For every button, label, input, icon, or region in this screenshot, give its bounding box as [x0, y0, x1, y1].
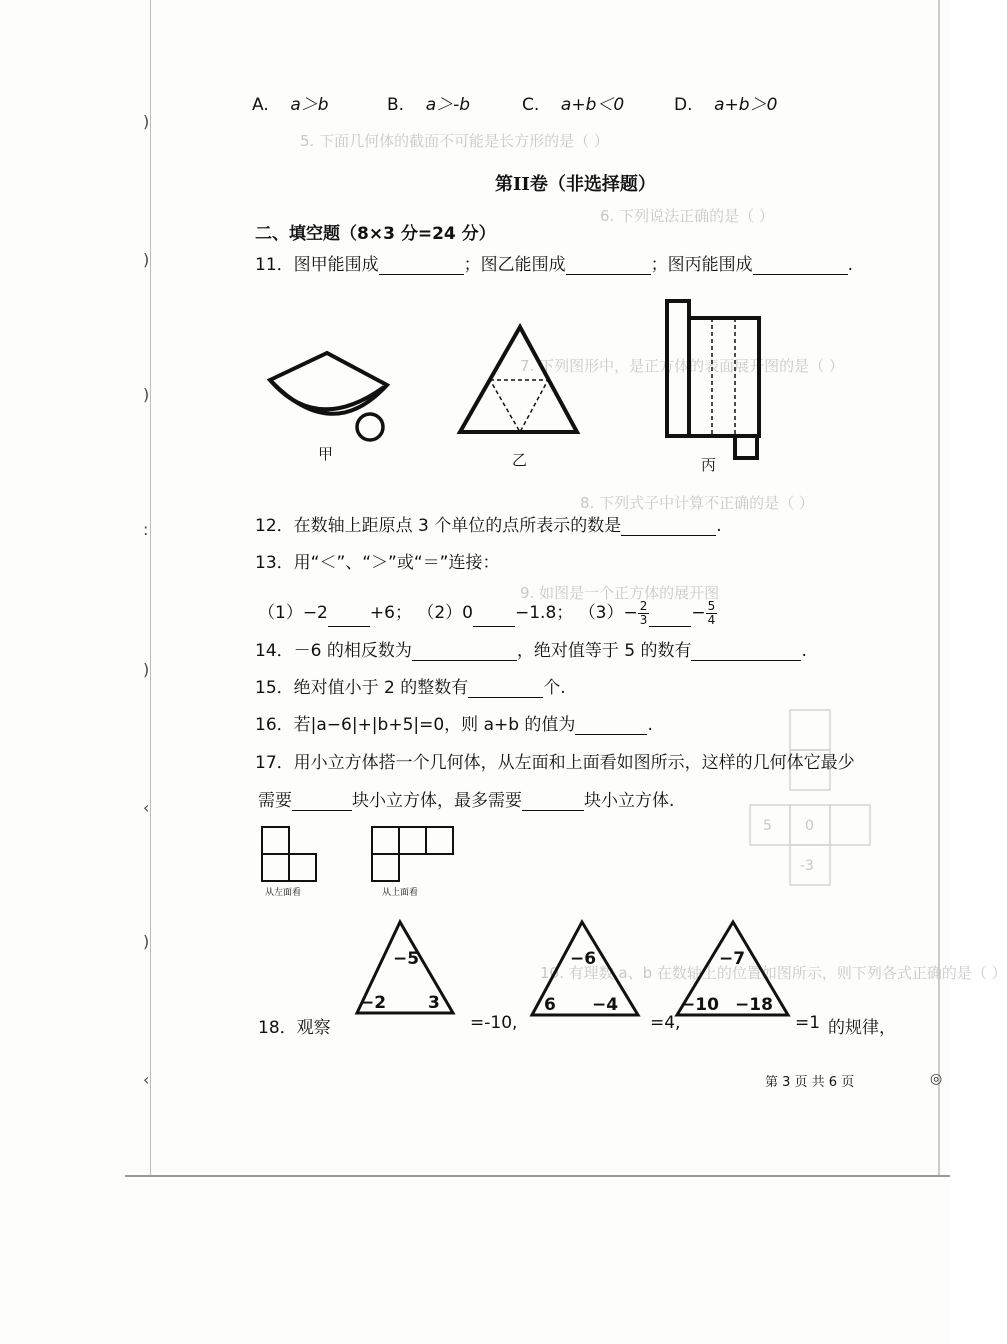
answer-blank[interactable]: [473, 608, 515, 627]
triangle-left-value: −2: [360, 993, 387, 1013]
fraction-denominator: 3: [639, 612, 648, 627]
q15-text: 15．绝对值小于 2 的整数有: [255, 678, 469, 698]
question-14: [255, 636, 807, 661]
view-from-left-figure: [260, 825, 350, 905]
bleed-through-text: 9. 如图是一个正方体的展开图: [520, 584, 720, 602]
q17-text: 块小立方体，最多需要: [352, 791, 522, 811]
figure-yi-triangle-net: [455, 322, 585, 472]
triangle-left-value: −10: [681, 995, 719, 1015]
bleed-through-text: 8. 下列式子中计算不正确的是（ ）: [580, 494, 814, 512]
choice-d-letter: D.: [674, 95, 693, 115]
choice-d: [674, 90, 777, 115]
binding-hole-icon: ◎: [930, 1071, 943, 1087]
question-18-label: 18．观察: [258, 1018, 331, 1038]
question-18-tail: 的规律，: [828, 1018, 896, 1038]
q17-text: 块小立方体.: [584, 791, 675, 811]
ghost-number: 5: [763, 818, 772, 834]
question-18-result-1: =-10,: [470, 1013, 518, 1033]
page-footer: 第 3 页 共 6 页: [765, 1075, 855, 1090]
choice-c-letter: C.: [522, 95, 540, 115]
q11-text: .: [847, 255, 854, 275]
section-title: 第II卷（非选择题）: [495, 174, 656, 195]
choice-b-letter: B.: [387, 95, 405, 115]
question-12: [255, 511, 722, 536]
binding-mark: ): [143, 112, 150, 131]
binding-mark: ‹: [143, 1070, 150, 1089]
question-17-line2: [258, 786, 674, 811]
q16-text: .: [647, 715, 653, 735]
question-16: [255, 710, 653, 735]
q12-text: 12．在数轴上距原点 3 个单位的点所表示的数是: [255, 516, 622, 536]
answer-blank[interactable]: [566, 256, 651, 275]
q13-part-1-tail: +6；: [369, 603, 412, 623]
q13-part-2-tail: −1.8；: [515, 603, 574, 623]
q16-text: 16．若|a−6|+|b+5|=0，则 a+b 的值为: [255, 715, 576, 735]
view-label-left: 从左面看: [265, 888, 302, 898]
bleed-through-text: 5. 下面几何体的截面不可能是长方形的是（ ）: [300, 132, 609, 150]
answer-blank[interactable]: [691, 642, 801, 661]
fraction-numerator: 5: [707, 598, 716, 613]
question-13-parts: [258, 598, 717, 627]
triangle-left-value: 6: [544, 995, 556, 1015]
view-from-top-figure: [370, 825, 470, 905]
answer-blank[interactable]: [468, 679, 543, 698]
bleed-through-text: 10. 有理数 a、b 在数轴上的位置如图所示，则下列各式正确的是（ ）: [540, 964, 1007, 982]
fraction-denominator: 4: [707, 612, 716, 627]
choice-c-expression: a+b＜0: [560, 95, 625, 115]
bleed-through-text: 7. 下列图形中，是正方体的表面展开图的是（ ）: [520, 357, 844, 375]
minus-sign: −: [691, 603, 706, 623]
figure-label-yi: 乙: [512, 451, 528, 469]
ghost-number: 0: [805, 818, 814, 834]
ghost-number: -3: [800, 858, 814, 874]
answer-blank[interactable]: [575, 716, 647, 735]
binding-mark: ): [143, 660, 150, 679]
triangle-right-value: −4: [592, 995, 619, 1015]
triangle-right-value: 3: [428, 993, 440, 1013]
choice-a-letter: A.: [252, 95, 269, 115]
figure-label-bing: 丙: [701, 456, 717, 474]
bleed-through-cube-net: [745, 705, 875, 890]
triangle-right-value: −18: [735, 995, 773, 1015]
figure-label-jia: 甲: [318, 445, 334, 463]
answer-blank[interactable]: [753, 256, 848, 275]
choice-b: [387, 90, 470, 115]
fraction-2-3: [638, 600, 650, 627]
choice-b-expression: a＞-b: [425, 95, 471, 115]
question-18-result-3: =1: [795, 1013, 821, 1033]
q17-text: 需要: [258, 791, 292, 811]
q14-text: .: [801, 641, 807, 661]
q13-part-1: （1）−2: [258, 603, 328, 623]
fraction-5-4: [706, 600, 718, 627]
answer-blank[interactable]: [649, 608, 691, 627]
q13-part-3: （3）−: [578, 603, 638, 623]
view-label-top: 从上面看: [382, 888, 419, 898]
q14-text: ，绝对值等于 5 的数有: [516, 641, 692, 661]
binding-mark: ): [143, 250, 150, 269]
triangle-top-value: −5: [393, 949, 420, 969]
binding-mark: ): [143, 932, 150, 951]
answer-blank[interactable]: [379, 256, 464, 275]
answer-blank[interactable]: [328, 608, 370, 627]
q11-text: ；图丙能围成: [650, 255, 753, 275]
binding-mark: ‹: [143, 798, 150, 817]
question-18-result-2: =4,: [650, 1013, 681, 1033]
question-11: [255, 250, 853, 275]
figure-jia-sector-net: [262, 345, 402, 505]
triangle-3: [675, 920, 790, 1020]
page-right-edge: [938, 0, 940, 1175]
choice-a-expression: a＞b: [290, 95, 329, 115]
question-13: 13．用“＜”、“＞”或“＝”连接：: [255, 553, 500, 573]
binding-mark: ): [143, 385, 150, 404]
binding-margin-line: [150, 0, 151, 1175]
triangle-top-value: −7: [719, 949, 746, 969]
triangle-2: [530, 920, 640, 1020]
answer-blank[interactable]: [292, 792, 352, 811]
choice-d-expression: a+b＞0: [714, 95, 778, 115]
triangle-1: [355, 920, 455, 1020]
triangle-top-value: −6: [570, 949, 597, 969]
answer-blank[interactable]: [412, 642, 517, 661]
part-heading: 二、填空题（8×3 分=24 分）: [255, 224, 496, 244]
q15-text: 个.: [543, 678, 566, 698]
bleed-through-text: 6. 下列说法正确的是（ ）: [600, 207, 774, 225]
figure-bing-prism-net: [665, 298, 775, 478]
binding-mark: :: [143, 520, 149, 539]
page-bottom-line: [125, 1175, 950, 1177]
q11-text: ；图乙能围成: [463, 255, 566, 275]
q14-text: 14．－6 的相反数为: [255, 641, 412, 661]
answer-blank[interactable]: [621, 517, 716, 536]
answer-blank[interactable]: [522, 792, 584, 811]
choice-a: [252, 90, 329, 115]
q13-part-2: （2）0: [417, 603, 473, 623]
question-17: 17．用小立方体搭一个几何体，从左面和上面看如图所示，这样的几何体它最少: [255, 753, 855, 773]
q11-text: 11．图甲能围成: [255, 255, 379, 275]
choice-c: [522, 90, 624, 115]
q12-text: .: [716, 516, 722, 536]
fraction-numerator: 2: [639, 598, 648, 613]
question-15: [255, 673, 566, 698]
